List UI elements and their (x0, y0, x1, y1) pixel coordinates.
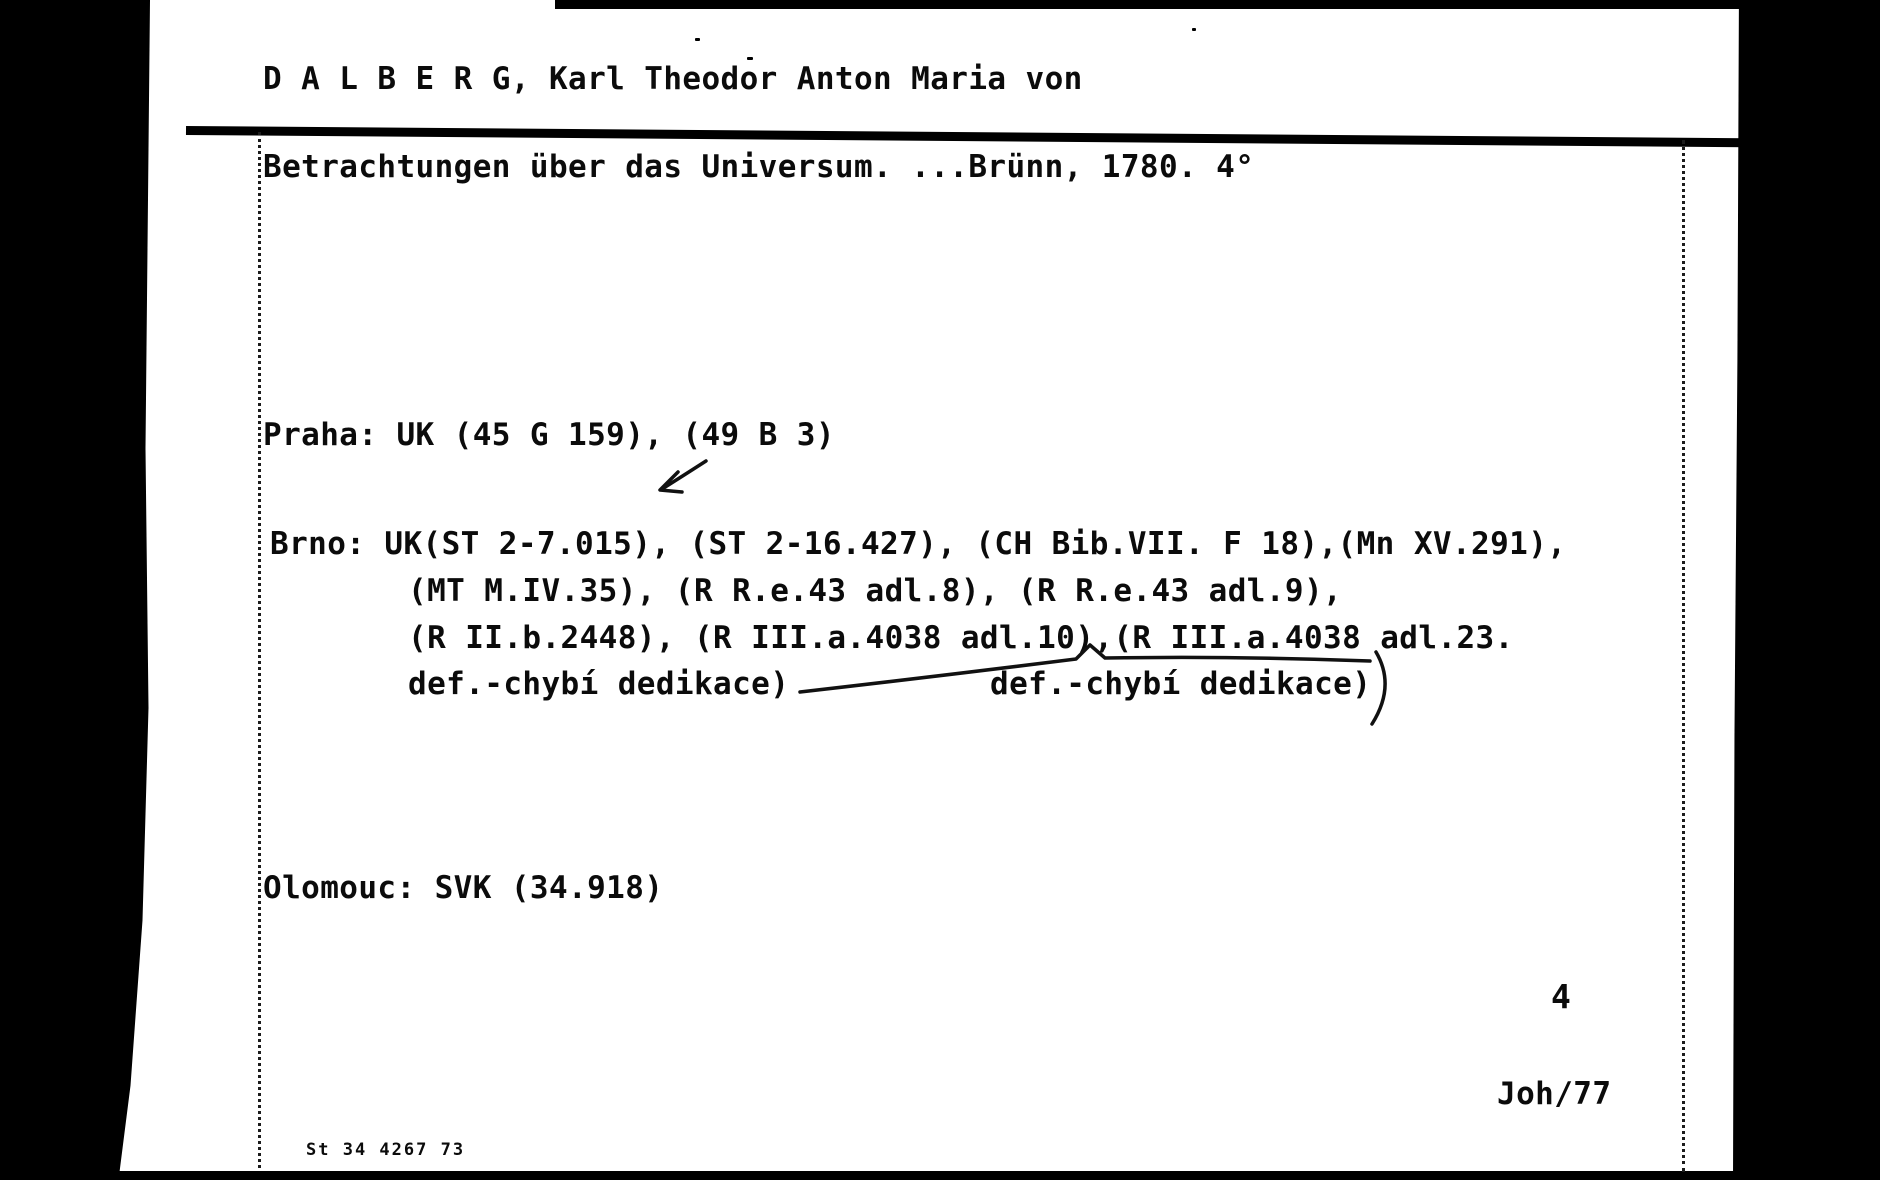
scan-speck (747, 57, 753, 60)
scan-border-right (1733, 8, 1880, 1180)
scan-border-top (555, 0, 1880, 9)
page-number: 4 (1551, 977, 1572, 1016)
holdings-brno-note-right: def.-chybí dedikace) (990, 666, 1372, 702)
scan-border-bottom (115, 1171, 1880, 1180)
holdings-brno-line1: Brno: UK(ST 2-7.015), (ST 2-16.427), (CH Bib.VII. F 18),(Mn XV.291), (270, 526, 1567, 562)
handwritten-bracket-icon (1372, 652, 1385, 724)
scan-speck (695, 38, 700, 41)
heading-rule (186, 126, 1746, 147)
scan-border-left (0, 0, 150, 1180)
card-edge-dotted-right (1682, 140, 1685, 1172)
holdings-brno-line3: (R II.b.2448), (R III.a.4038 adl.10),(R III.a.4038 adl.23. (408, 620, 1514, 656)
holdings-brno-line2: (MT M.IV.35), (R R.e.43 adl.8), (R R.e.43 adl.9), (408, 573, 1343, 609)
card-signature: Joh/77 (1497, 1076, 1612, 1112)
holdings-praha: Praha: UK (45 G 159), (49 B 3) (263, 417, 835, 453)
handwritten-arrow-icon (660, 461, 706, 492)
print-code: St 34 4267 73 (306, 1140, 466, 1160)
holdings-olomouc: Olomouc: SVK (34.918) (263, 870, 664, 906)
card-title: Betrachtungen über das Universum. ...Brünn, 1780. 4° (263, 149, 1255, 185)
card-heading: D A L B E R G, Karl Theodor Anton Maria von (263, 61, 1083, 97)
holdings-brno-note-left: def.-chybí dedikace) (408, 666, 790, 702)
card-edge-dotted-left (258, 132, 261, 1168)
scan-speck (1192, 28, 1196, 31)
